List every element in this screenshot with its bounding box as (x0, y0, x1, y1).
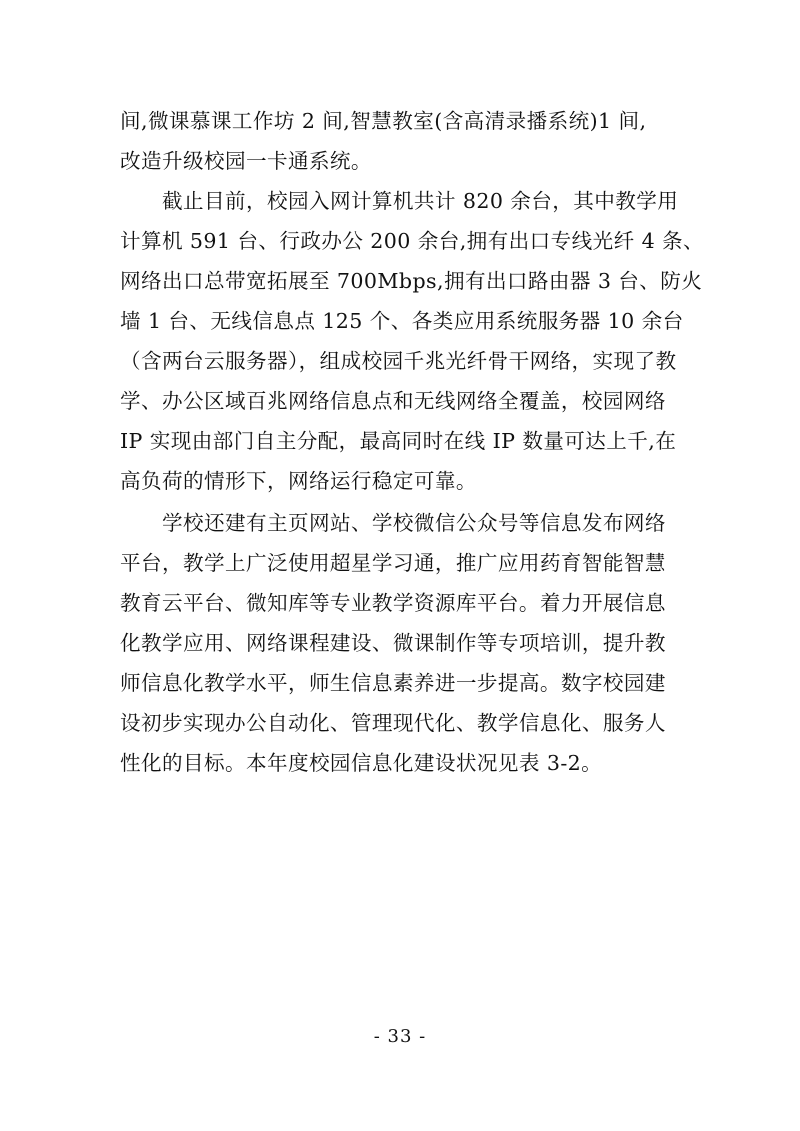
paragraph-3-line-6: 设初步实现办公自动化、管理现代化、教学信息化、服务人 (120, 711, 666, 735)
paragraph-2-line-7: IP 实现由部门自主分配，最高同时在线 IP 数量可达上千,在 (120, 429, 677, 453)
paragraph-3-line-7: 性化的目标。本年度校园信息化建设状况见表 3-2。 (120, 751, 603, 775)
paragraph-1-line-1: 间,微课慕课工作坊 2 间,智慧教室(含高清录播系统)1 间, (120, 109, 647, 133)
paragraph-2-line-5: （含两台云服务器），组成校园千兆光纤骨干网络，实现了教 (120, 349, 677, 373)
paragraph-1-line-2: 改造升级校园一卡通系统。 (120, 149, 372, 173)
paragraph-3-line-1: 学校还建有主页网站、学校微信公众号等信息发布网络 (162, 511, 666, 535)
paragraph-3-line-5: 师信息化教学水平，师生信息素养进一步提高。数字校园建 (120, 671, 666, 695)
paragraph-2-line-4: 墙 1 台、无线信息点 125 个、各类应用系统服务器 10 余台 (120, 309, 684, 333)
paragraph-3-line-2: 平台，教学上广泛使用超星学习通，推广应用药育智能智慧 (120, 551, 666, 575)
page-number: - 33 - (373, 1026, 427, 1047)
paragraph-3-line-4: 化教学应用、网络课程建设、微课制作等专项培训，提升教 (120, 631, 666, 655)
paragraph-2-line-2: 计算机 591 台、行政办公 200 余台,拥有出口专线光纤 4 条、 (120, 229, 705, 253)
paragraph-2-line-8: 高负荷的情形下，网络运行稳定可靠。 (120, 469, 477, 493)
paragraph-2-line-1: 截止目前，校园入网计算机共计 820 余台，其中教学用 (162, 189, 679, 213)
paragraph-2-line-3: 网络出口总带宽拓展至 700Mbps,拥有出口路由器 3 台、防火 (120, 269, 703, 293)
paragraph-2-line-6: 学、办公区域百兆网络信息点和无线网络全覆盖，校园网络 (120, 389, 666, 413)
paragraph-3-line-3: 教育云平台、微知库等专业教学资源库平台。着力开展信息 (120, 591, 666, 615)
